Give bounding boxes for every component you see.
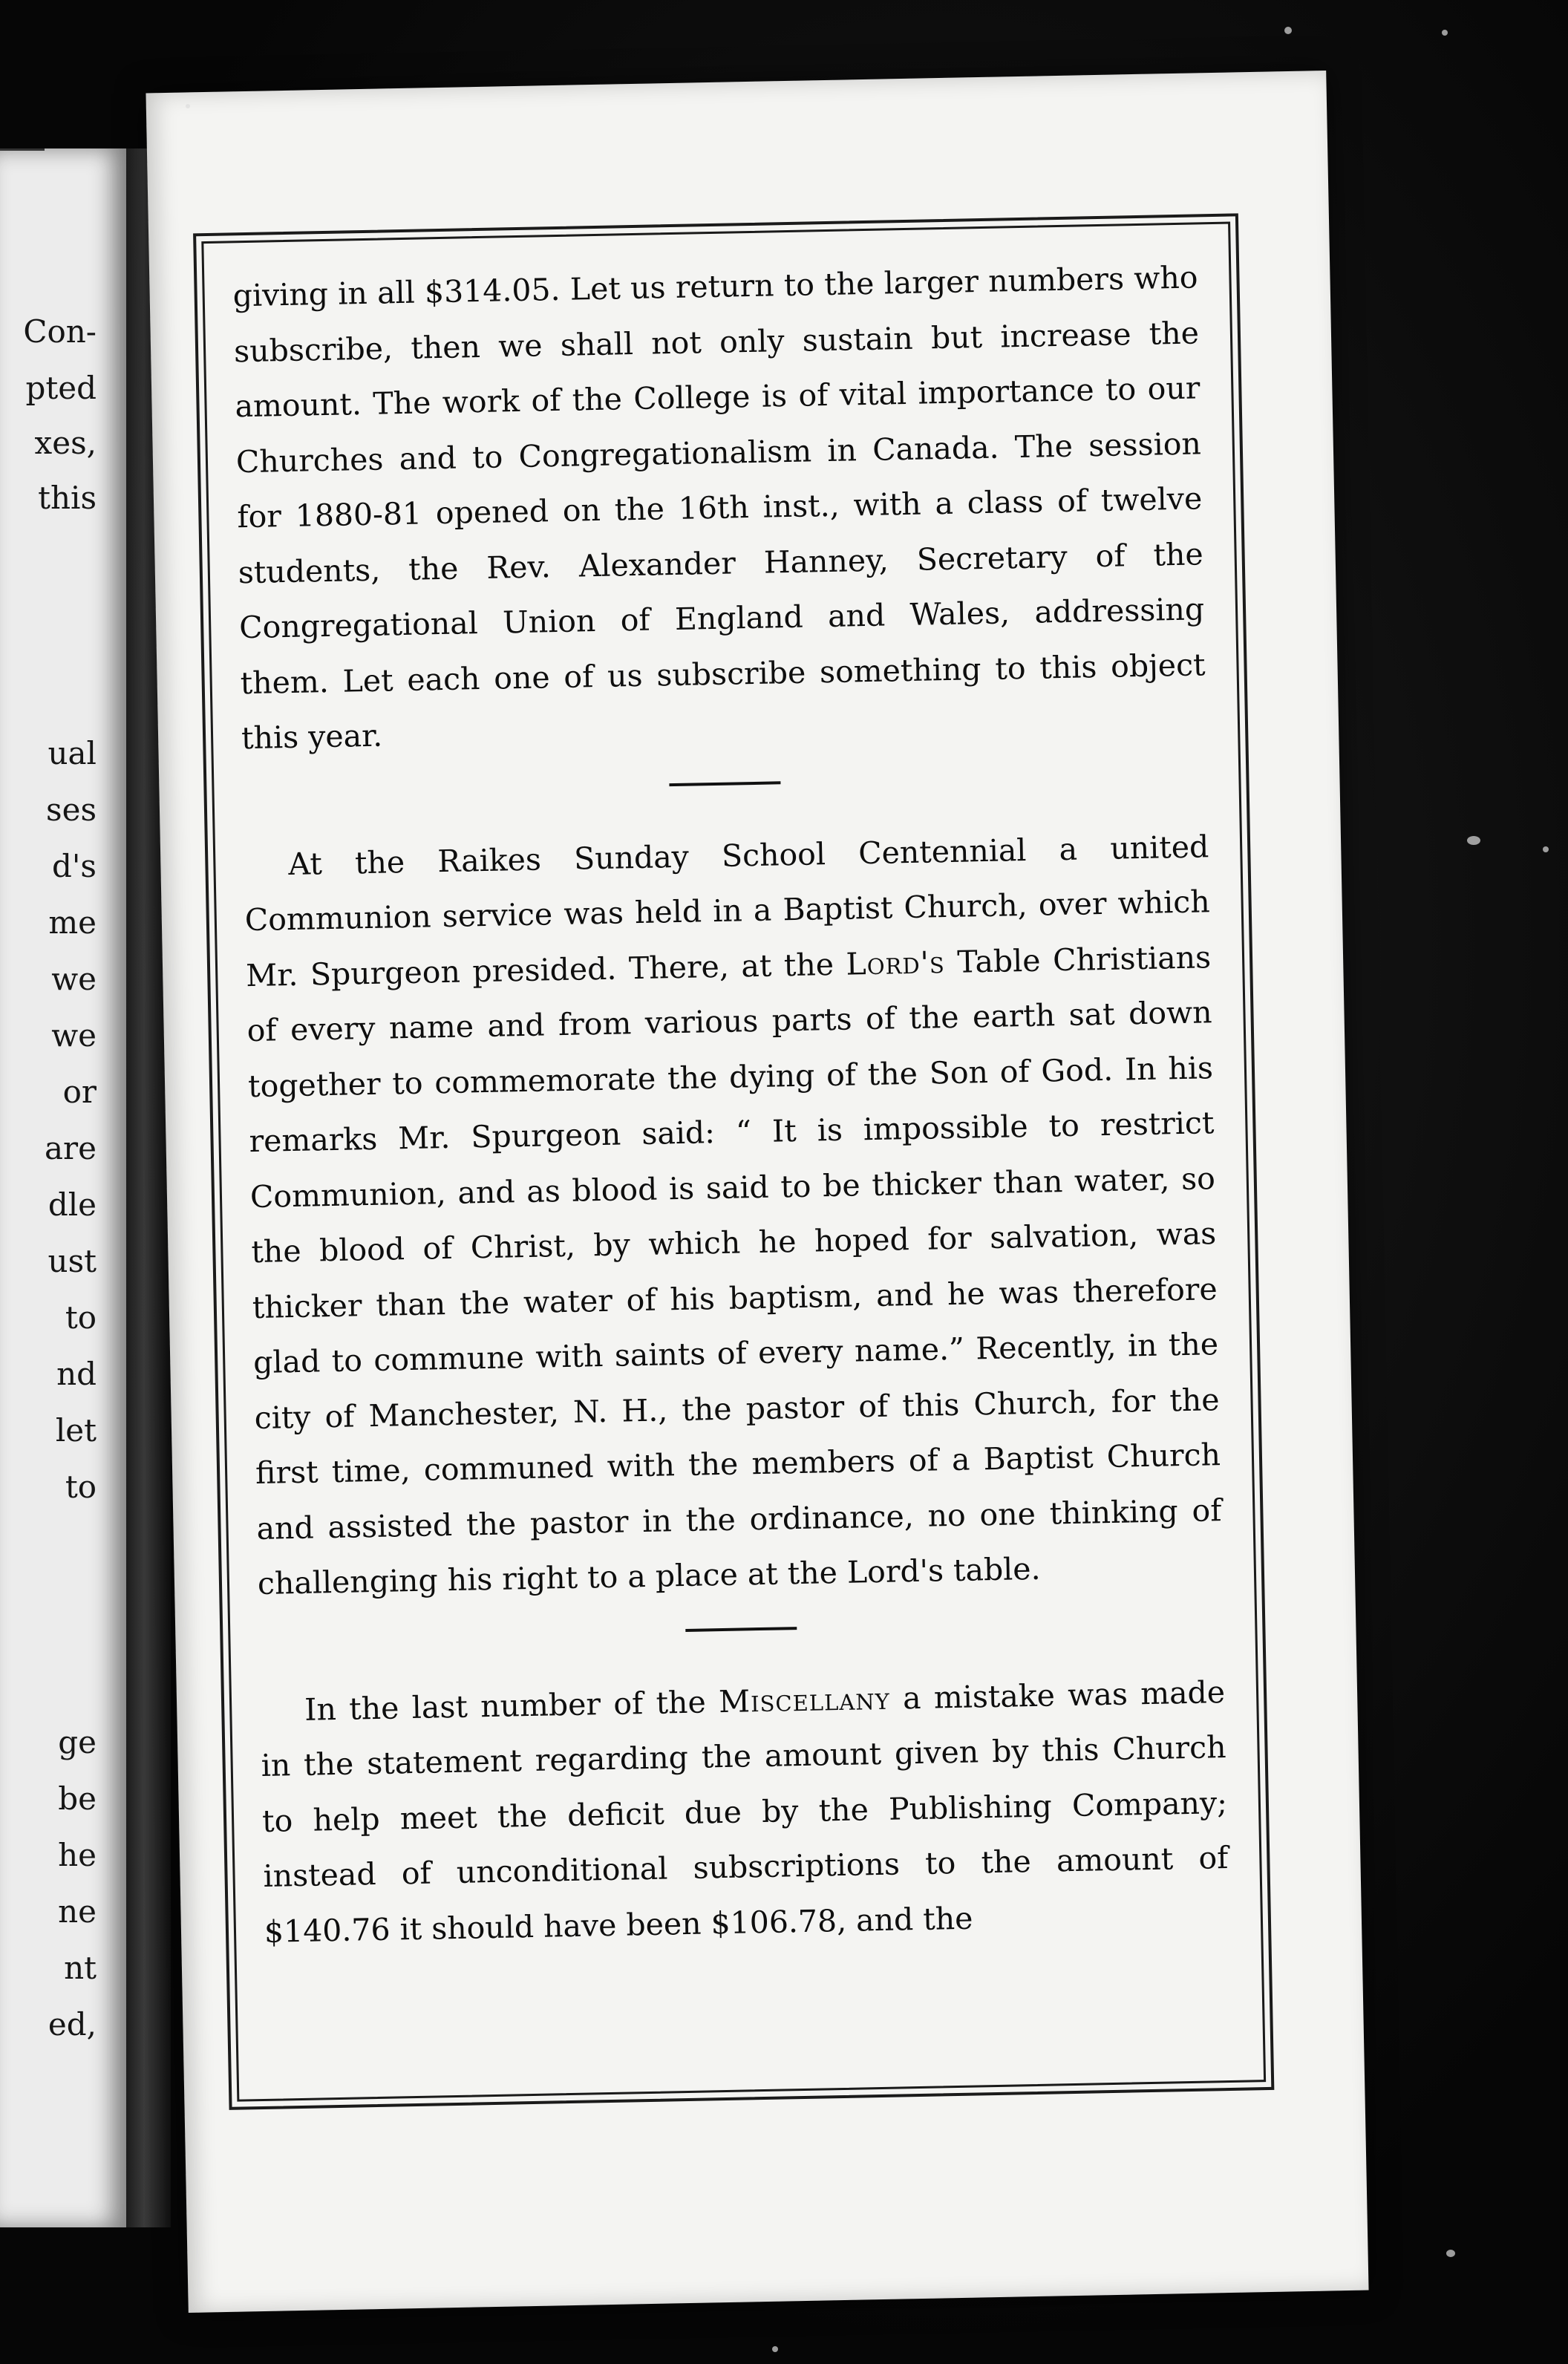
right-page bbox=[146, 71, 1368, 2313]
left-fragment: me bbox=[48, 904, 97, 941]
left-fragment: dle bbox=[48, 1186, 97, 1223]
left-page-text-fragments bbox=[0, 148, 97, 2227]
left-fragment: Con- bbox=[23, 313, 97, 350]
left-fragment: we bbox=[51, 961, 97, 997]
dust-speck bbox=[1284, 27, 1292, 34]
left-fragment: are bbox=[45, 1130, 97, 1166]
paragraph-text: Table Christians of every name and from various parts of the earth sat down together to commemorate the dying of the Son of God. In his remarks Mr. Spurgeon said: “ It is impossible to restrict Communion, and as blood is said to be thicker than water, so the blood of Christ, by which he hoped for salvation, was thicker than the water of his baptism, and he was therefore glad to commune with saints of every name.” Recently, in the city of Manchester, N. H., the pastor of this Church, for the first time, communed with the members of a Baptist Church and assisted the pastor in the ordinance, no one thinking of challenging his right to a place at the Lord's table. bbox=[246, 938, 1222, 1602]
dust-speck bbox=[1446, 2250, 1455, 2257]
left-fragment: d's bbox=[52, 848, 97, 884]
paragraph-text: In the last number of the bbox=[304, 1683, 707, 1728]
left-fragment: to bbox=[65, 1469, 97, 1505]
left-facing-page bbox=[0, 148, 126, 2227]
left-fragment: to bbox=[65, 1299, 97, 1336]
left-fragment: ses bbox=[46, 791, 97, 828]
left-fragment: this bbox=[38, 480, 97, 516]
page-body bbox=[232, 249, 1229, 1959]
left-fragment: ual bbox=[48, 735, 97, 771]
left-page-top-rule bbox=[0, 148, 45, 151]
left-fragment: ne bbox=[58, 1893, 97, 1930]
paragraph-miscellany-correction bbox=[260, 1665, 1230, 1959]
dust-speck bbox=[1543, 846, 1549, 852]
left-fragment: ust bbox=[48, 1243, 97, 1279]
left-fragment: be bbox=[58, 1780, 97, 1817]
left-fragment: nd bbox=[56, 1356, 97, 1392]
left-fragment: ed, bbox=[48, 2006, 97, 2043]
paragraph-text: At the Raikes Sunday School Centennial a united Communion service was held in a Baptist Church, over which Mr. Spurgeon presided. There, at the bbox=[244, 828, 1211, 993]
dust-speck bbox=[186, 104, 190, 108]
left-fragment: or bbox=[62, 1074, 97, 1110]
left-fragment: xes, bbox=[34, 425, 97, 461]
dust-speck bbox=[1442, 30, 1448, 36]
small-caps-lords: Lord's bbox=[846, 944, 946, 982]
text-frame-border bbox=[193, 213, 1274, 2110]
dust-speck bbox=[1467, 836, 1480, 845]
section-separator bbox=[685, 1627, 797, 1632]
left-fragment: pted bbox=[25, 370, 97, 406]
left-fragment: ge bbox=[58, 1724, 97, 1760]
small-caps-miscellany: Miscellany bbox=[718, 1680, 891, 1720]
dust-speck bbox=[772, 2346, 778, 2352]
left-fragment: let bbox=[55, 1412, 97, 1449]
paragraph-text: a mistake was made in the statement regarding the amount given by this Church to help meet the deficit due by the Publishing Company; instead of unconditional subscriptions to the amount of $140.76 it should have been $106.78, and the bbox=[261, 1674, 1229, 1950]
section-separator bbox=[669, 781, 780, 786]
left-fragment: he bbox=[58, 1837, 97, 1873]
left-fragment: nt bbox=[64, 1950, 97, 1986]
left-fragment: we bbox=[51, 1017, 97, 1054]
paragraph-college-subscription: giving in all $314.05. Let us return to the larger numbers who subscribe, then we shall not only sustain but increase the amount. The work of the College is of vital importance to our Churches and to Congregationalism in Canada. The session for 1880-81 opened on the 16th inst., with a class of twelve students, the Rev. Alexander Hanney, Secretary of the Congregational Union of England and Wales, addressing them. Let each one of us subscribe something to this object this year. bbox=[232, 259, 1206, 757]
paragraph-raikes-centennial bbox=[244, 819, 1224, 1612]
